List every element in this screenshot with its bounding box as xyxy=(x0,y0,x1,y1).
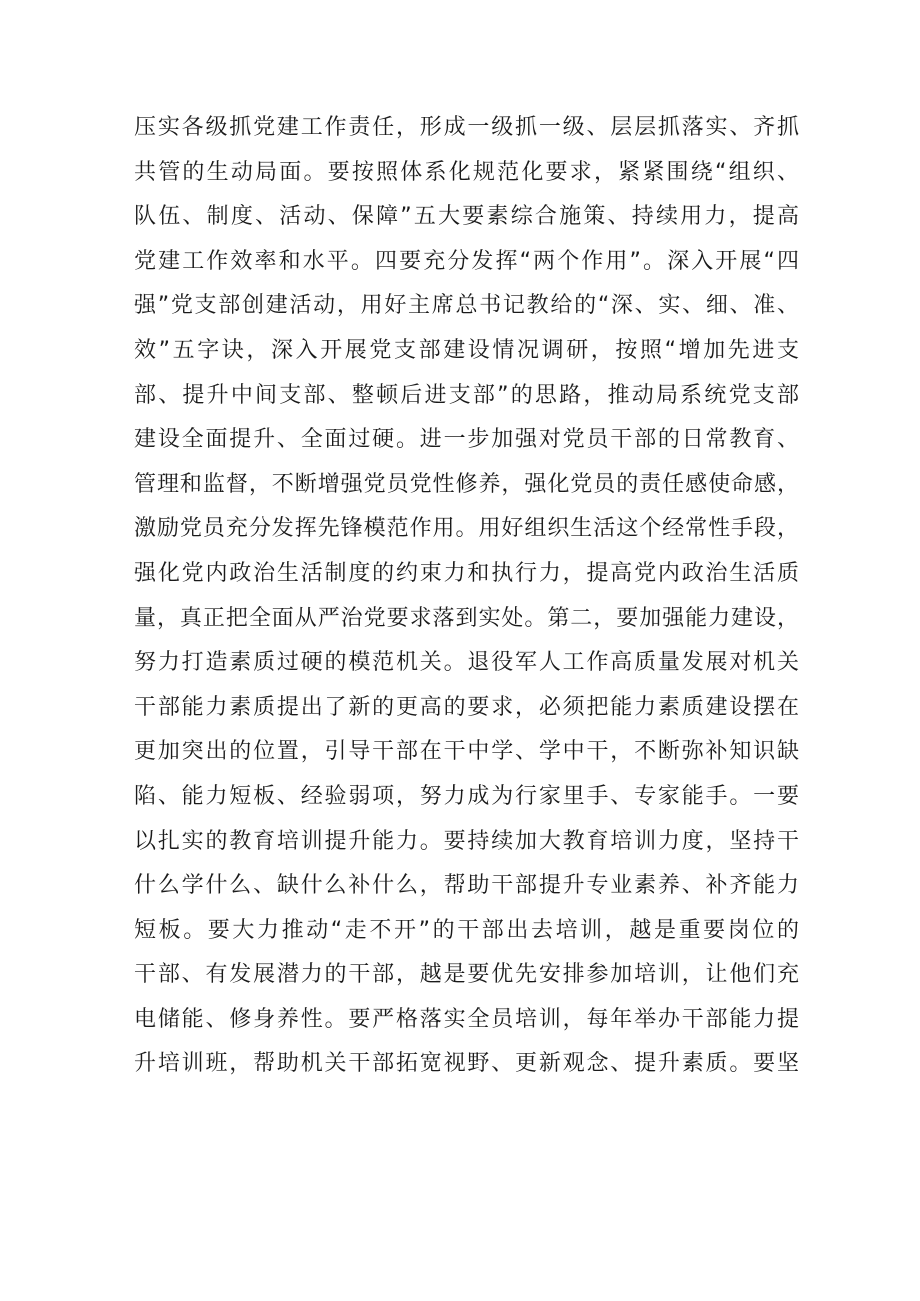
text-line: 强”党支部创建活动，用好主席总书记教给的“深、实、细、准、 xyxy=(134,293,799,319)
text-line: 干部能力素质提出了新的更高的要求，必须把能力素质建设摆在 xyxy=(134,694,799,720)
text-line: 短板。要大力推动“走不开”的干部出去培训，越是重要岗位的 xyxy=(134,917,799,943)
text-line: 什么学什么、缺什么补什么，帮助干部提升专业素养、补齐能力 xyxy=(134,873,799,899)
text-line: 共管的生动局面。要按照体系化规范化要求，紧紧围绕“组织、 xyxy=(134,159,799,185)
text-line: 以扎实的教育培训提升能力。要持续加大教育培训力度，坚持干 xyxy=(134,828,799,854)
text-line: 部、提升中间支部、整顿后进支部”的思路，推动局系统党支部 xyxy=(134,382,799,408)
text-line: 激励党员充分发挥先锋模范作用。用好组织生活这个经常性手段， xyxy=(134,516,799,542)
text-line: 更加突出的位置，引导干部在干中学、学中干，不断弥补知识缺 xyxy=(134,739,799,765)
text-line: 升培训班，帮助机关干部拓宽视野、更新观念、提升素质。要坚 xyxy=(134,1051,799,1077)
text-line: 电储能、修身养性。要严格落实全员培训，每年举办干部能力提 xyxy=(134,1006,799,1032)
text-line: 陷、能力短板、经验弱项，努力成为行家里手、专家能手。一要 xyxy=(134,783,799,809)
text-line: 量，真正把全面从严治党要求落到实处。第二，要加强能力建设， xyxy=(134,605,799,631)
text-line: 队伍、制度、活动、保障”五大要素综合施策、持续用力，提高 xyxy=(134,204,799,230)
text-line: 努力打造素质过硬的模范机关。退役军人工作高质量发展对机关 xyxy=(134,650,799,676)
text-line: 强化党内政治生活制度的约束力和执行力，提高党内政治生活质 xyxy=(134,560,799,586)
text-line: 干部、有发展潜力的干部，越是要优先安排参加培训，让他们充 xyxy=(134,962,799,988)
text-line: 效”五字诀，深入开展党支部建设情况调研，按照“增加先进支 xyxy=(134,337,800,363)
text-line: 管理和监督，不断增强党员党性修养，强化党员的责任感使命感， xyxy=(134,471,799,497)
body-text xyxy=(134,106,799,1087)
text-line: 压实各级抓党建工作责任，形成一级抓一级、层层抓落实、齐抓 xyxy=(134,115,799,140)
text-line: 党建工作效率和水平。四要充分发挥“两个作用”。深入开展“四 xyxy=(134,248,799,274)
text-line: 建设全面提升、全面过硬。进一步加强对党员干部的日常教育、 xyxy=(134,427,799,453)
